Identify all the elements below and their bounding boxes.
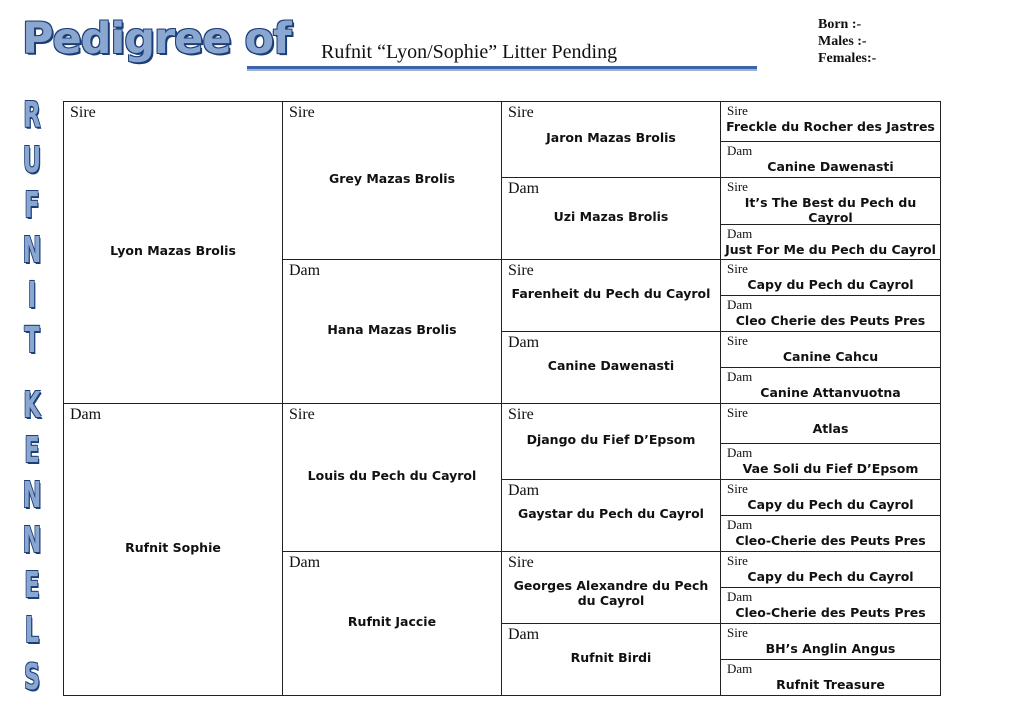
pedigree-cell-gen1 [63, 101, 283, 404]
dam-label: Dam [289, 262, 321, 279]
pedigree-cell-gen4 [720, 587, 941, 624]
dam-label: Dam [727, 297, 753, 312]
dam-label: Dam [727, 226, 753, 241]
dog-name: Lyon Mazas Brolis [110, 243, 236, 258]
pedigree-cell-gen4 [720, 659, 941, 696]
pedigree-cell-gen2 [282, 101, 502, 260]
pedigree-cell-gen4 [720, 403, 941, 444]
kennel-letter: R [23, 95, 41, 136]
dog-name: Canine Cahcu [782, 349, 879, 364]
pedigree-cell-gen4 [720, 259, 941, 296]
pedigree-cell-gen4 [720, 101, 941, 142]
pedigree-cell-gen4 [720, 479, 941, 516]
kennel-letter: E [24, 430, 40, 471]
sire-label: Sire [727, 261, 748, 276]
sire-label: Sire [727, 481, 748, 496]
sire-label: Sire [727, 625, 748, 640]
litter-subtitle: Rufnit “Lyon/Sophie” Litter Pending [321, 41, 618, 63]
dam-label: Dam [289, 554, 321, 571]
dog-name: Rufnit Treasure [776, 677, 885, 692]
dog-name: Django du Fief D’Epsom [526, 432, 696, 447]
pedigree-cell-gen2 [282, 403, 502, 552]
dam-label: Dam [508, 626, 540, 643]
dog-name: Cleo Cherie des Peuts Pres [735, 313, 926, 328]
sire-label: Sire [727, 103, 748, 118]
pedigree-cell-gen4 [720, 295, 941, 332]
sire-label: Sire [70, 104, 96, 121]
sire-label: Sire [508, 262, 534, 279]
dog-name: It’s The Best du Pech du Cayrol [744, 195, 917, 225]
kennel-letter: K [23, 385, 41, 426]
pedigree-table [63, 101, 940, 695]
females-label: Females:- [818, 51, 877, 66]
pedigree-cell-gen4 [720, 177, 941, 225]
pedigree-cell-gen4 [720, 443, 941, 480]
pedigree-cell-gen3 [501, 403, 721, 480]
dog-name: Farenheit du Pech du Cayrol [511, 286, 711, 301]
kennel-letter: N [22, 520, 42, 561]
pedigree-cell-gen4 [720, 623, 941, 660]
sire-label: Sire [289, 104, 315, 121]
sire-label: Sire [727, 179, 748, 194]
pedigree-cell-gen3 [501, 101, 721, 178]
dog-name: Grey Mazas Brolis [328, 171, 456, 186]
pedigree-cell-gen3 [501, 259, 721, 332]
pedigree-cell-gen3 [501, 331, 721, 404]
sire-label: Sire [508, 554, 534, 571]
dam-label: Dam [70, 406, 102, 423]
sire-label: Sire [289, 406, 315, 423]
dog-name: Cleo-Cherie des Peuts Pres [735, 605, 926, 620]
dam-label: Dam [727, 143, 753, 158]
dog-name: Capy du Pech du Cayrol [747, 569, 914, 584]
kennel-letter: S [23, 657, 41, 698]
dog-name: Georges Alexandre du Pech du Cayrol [513, 578, 709, 608]
pedigree-cell-gen2 [282, 259, 502, 404]
pedigree-cell-gen4 [720, 515, 941, 552]
dog-name: BH’s Anglin Angus [765, 641, 896, 656]
kennel-letter: I [27, 275, 37, 316]
sire-label: Sire [508, 406, 534, 423]
dam-label: Dam [727, 445, 753, 460]
pedigree-cell-gen4 [720, 551, 941, 588]
kennel-letter: N [22, 230, 42, 271]
pedigree-cell-gen4 [720, 224, 941, 260]
pedigree-cell-gen1 [63, 403, 283, 696]
dog-name: Canine Dawenasti [767, 159, 894, 174]
litter-info [818, 16, 876, 67]
dam-label: Dam [727, 517, 753, 532]
dog-name: Uzi Mazas Brolis [553, 209, 669, 224]
dog-name: Rufnit Sophie [125, 540, 221, 555]
dog-name: Louis du Pech du Cayrol [307, 468, 477, 483]
pedigree-cell-gen3 [501, 551, 721, 624]
born-label: Born :- [818, 17, 862, 32]
dam-label: Dam [508, 482, 540, 499]
dog-name: Freckle du Rocher des Jastres [726, 119, 935, 134]
sire-label: Sire [508, 104, 534, 121]
dog-name: Capy du Pech du Cayrol [747, 277, 914, 292]
page-title: Pedigree of [22, 14, 291, 64]
dog-name: Jaron Mazas Brolis [546, 130, 676, 145]
kennel-letter: L [24, 610, 40, 651]
dam-label: Dam [727, 661, 753, 676]
dog-name: Canine Dawenasti [547, 358, 675, 373]
sire-label: Sire [727, 405, 748, 420]
dog-name: Rufnit Birdi [570, 650, 652, 665]
dog-name: Rufnit Jaccie [347, 614, 437, 629]
pedigree-cell-gen3 [501, 479, 721, 552]
dog-name: Canine Attanvuotna [760, 385, 901, 400]
dog-name: Just For Me du Pech du Cayrol [725, 242, 936, 257]
dog-name: Gaystar du Pech du Cayrol [518, 506, 704, 521]
pedigree-cell-gen2 [282, 551, 502, 696]
dog-name: Atlas [812, 421, 849, 436]
dam-label: Dam [508, 180, 540, 197]
pedigree-cell-gen4 [720, 331, 941, 368]
pedigree-cell-gen3 [501, 177, 721, 260]
pedigree-cell-gen3 [501, 623, 721, 696]
dam-label: Dam [727, 589, 753, 604]
kennel-letter: U [22, 140, 42, 181]
dog-name: Vae Soli du Fief D’Epsom [742, 461, 919, 476]
kennel-letter: N [22, 475, 42, 516]
sire-label: Sire [727, 553, 748, 568]
dam-label: Dam [727, 369, 753, 384]
dog-name: Capy du Pech du Cayrol [747, 497, 914, 512]
pedigree-cell-gen4 [720, 367, 941, 404]
kennel-letter: F [24, 185, 40, 226]
sire-label: Sire [727, 333, 748, 348]
dog-name: Cleo-Cherie des Peuts Pres [735, 533, 926, 548]
kennel-letter: T [24, 320, 40, 361]
pedigree-cell-gen4 [720, 141, 941, 178]
males-label: Males :- [818, 34, 867, 49]
kennel-letter: E [24, 565, 40, 606]
dog-name: Hana Mazas Brolis [327, 322, 457, 337]
dam-label: Dam [508, 334, 540, 351]
